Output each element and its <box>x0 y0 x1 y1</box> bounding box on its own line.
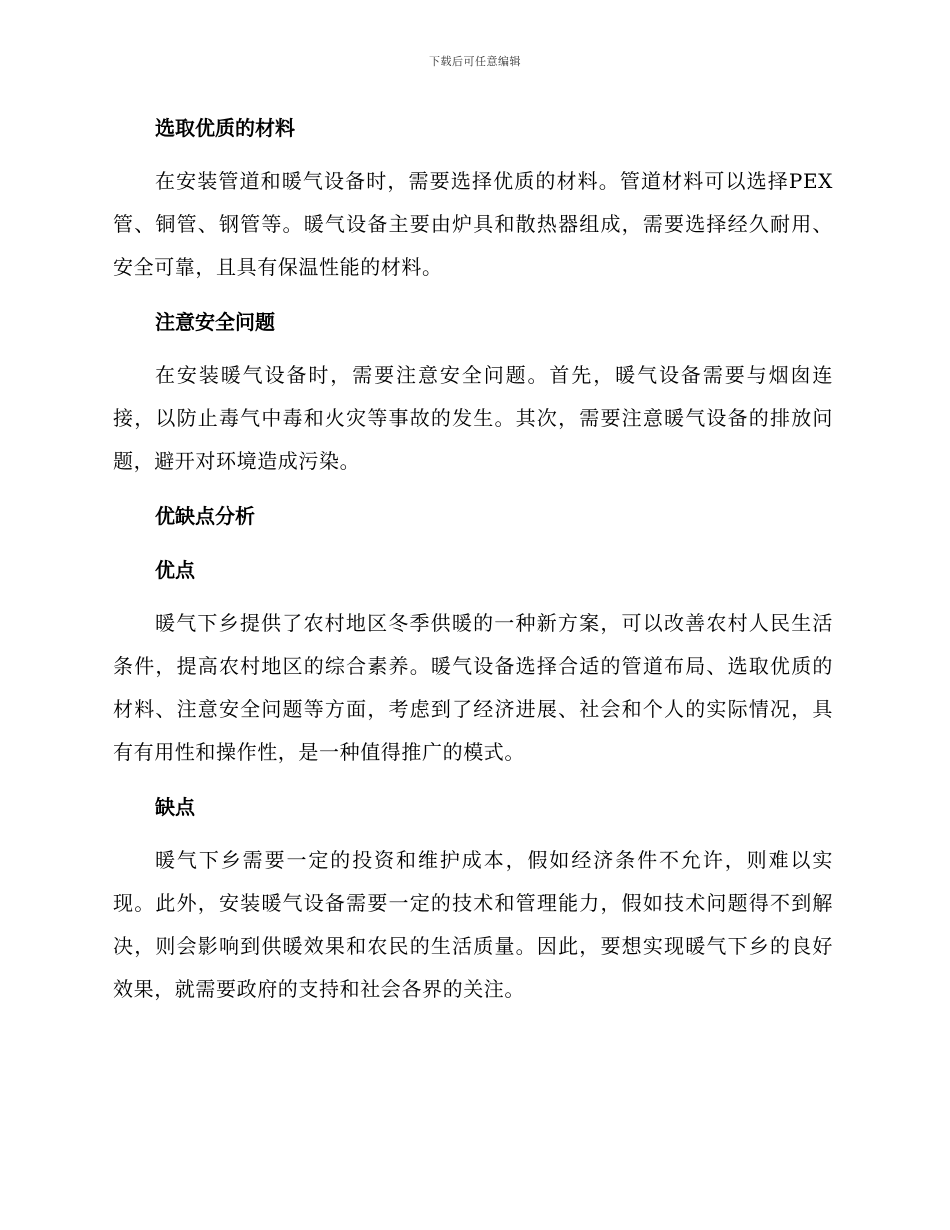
section-paragraph-safety: 在安装暖气设备时，需要注意安全问题。首先，暖气设备需要与烟囱连接，以防止毒气中毒和火灾等事故的发生。其次，需要注意暖气设备的排放问题，避开对环境造成污染。 <box>113 363 833 473</box>
section-paragraph-disadvantages: 暖气下乡需要一定的投资和维护成本，假如经济条件不允许，则难以实现。此外，安装暖气设备需要一定的技术和管理能力，假如技术问题得不到解决，则会影响到供暖效果和农民的生活质量。因此，要想实现暖气下乡的良好效果，就需要政府的支持和社会各界的关注。 <box>113 848 833 1001</box>
section-heading-analysis: 优缺点分析 <box>155 504 255 528</box>
section-paragraph-advantages: 暖气下乡提供了农村地区冬季供暖的一种新方案，可以改善农村人民生活条件，提高农村地区的综合素养。暖气设备选择合适的管道布局、选取优质的材料、注意安全问题等方面，考虑到了经济进展、社会和个人的实际情况，具有有用性和操作性，是一种值得推广的模式。 <box>113 611 833 764</box>
section-heading-disadvantages: 缺点 <box>155 795 195 819</box>
section-paragraph-materials: 在安装管道和暖气设备时，需要选择优质的材料。管道材料可以选择PEX管、铜管、钢管等。暖气设备主要由炉具和散热器组成，需要选择经久耐用、安全可靠，且具有保温性能的材料。 <box>113 169 833 279</box>
document-body <box>113 108 833 1011</box>
section-heading-advantages: 优点 <box>155 558 195 582</box>
running-header: 下载后可任意编辑 <box>429 55 521 68</box>
section-heading-safety: 注意安全问题 <box>155 310 275 334</box>
section-heading-materials: 选取优质的材料 <box>155 116 295 140</box>
